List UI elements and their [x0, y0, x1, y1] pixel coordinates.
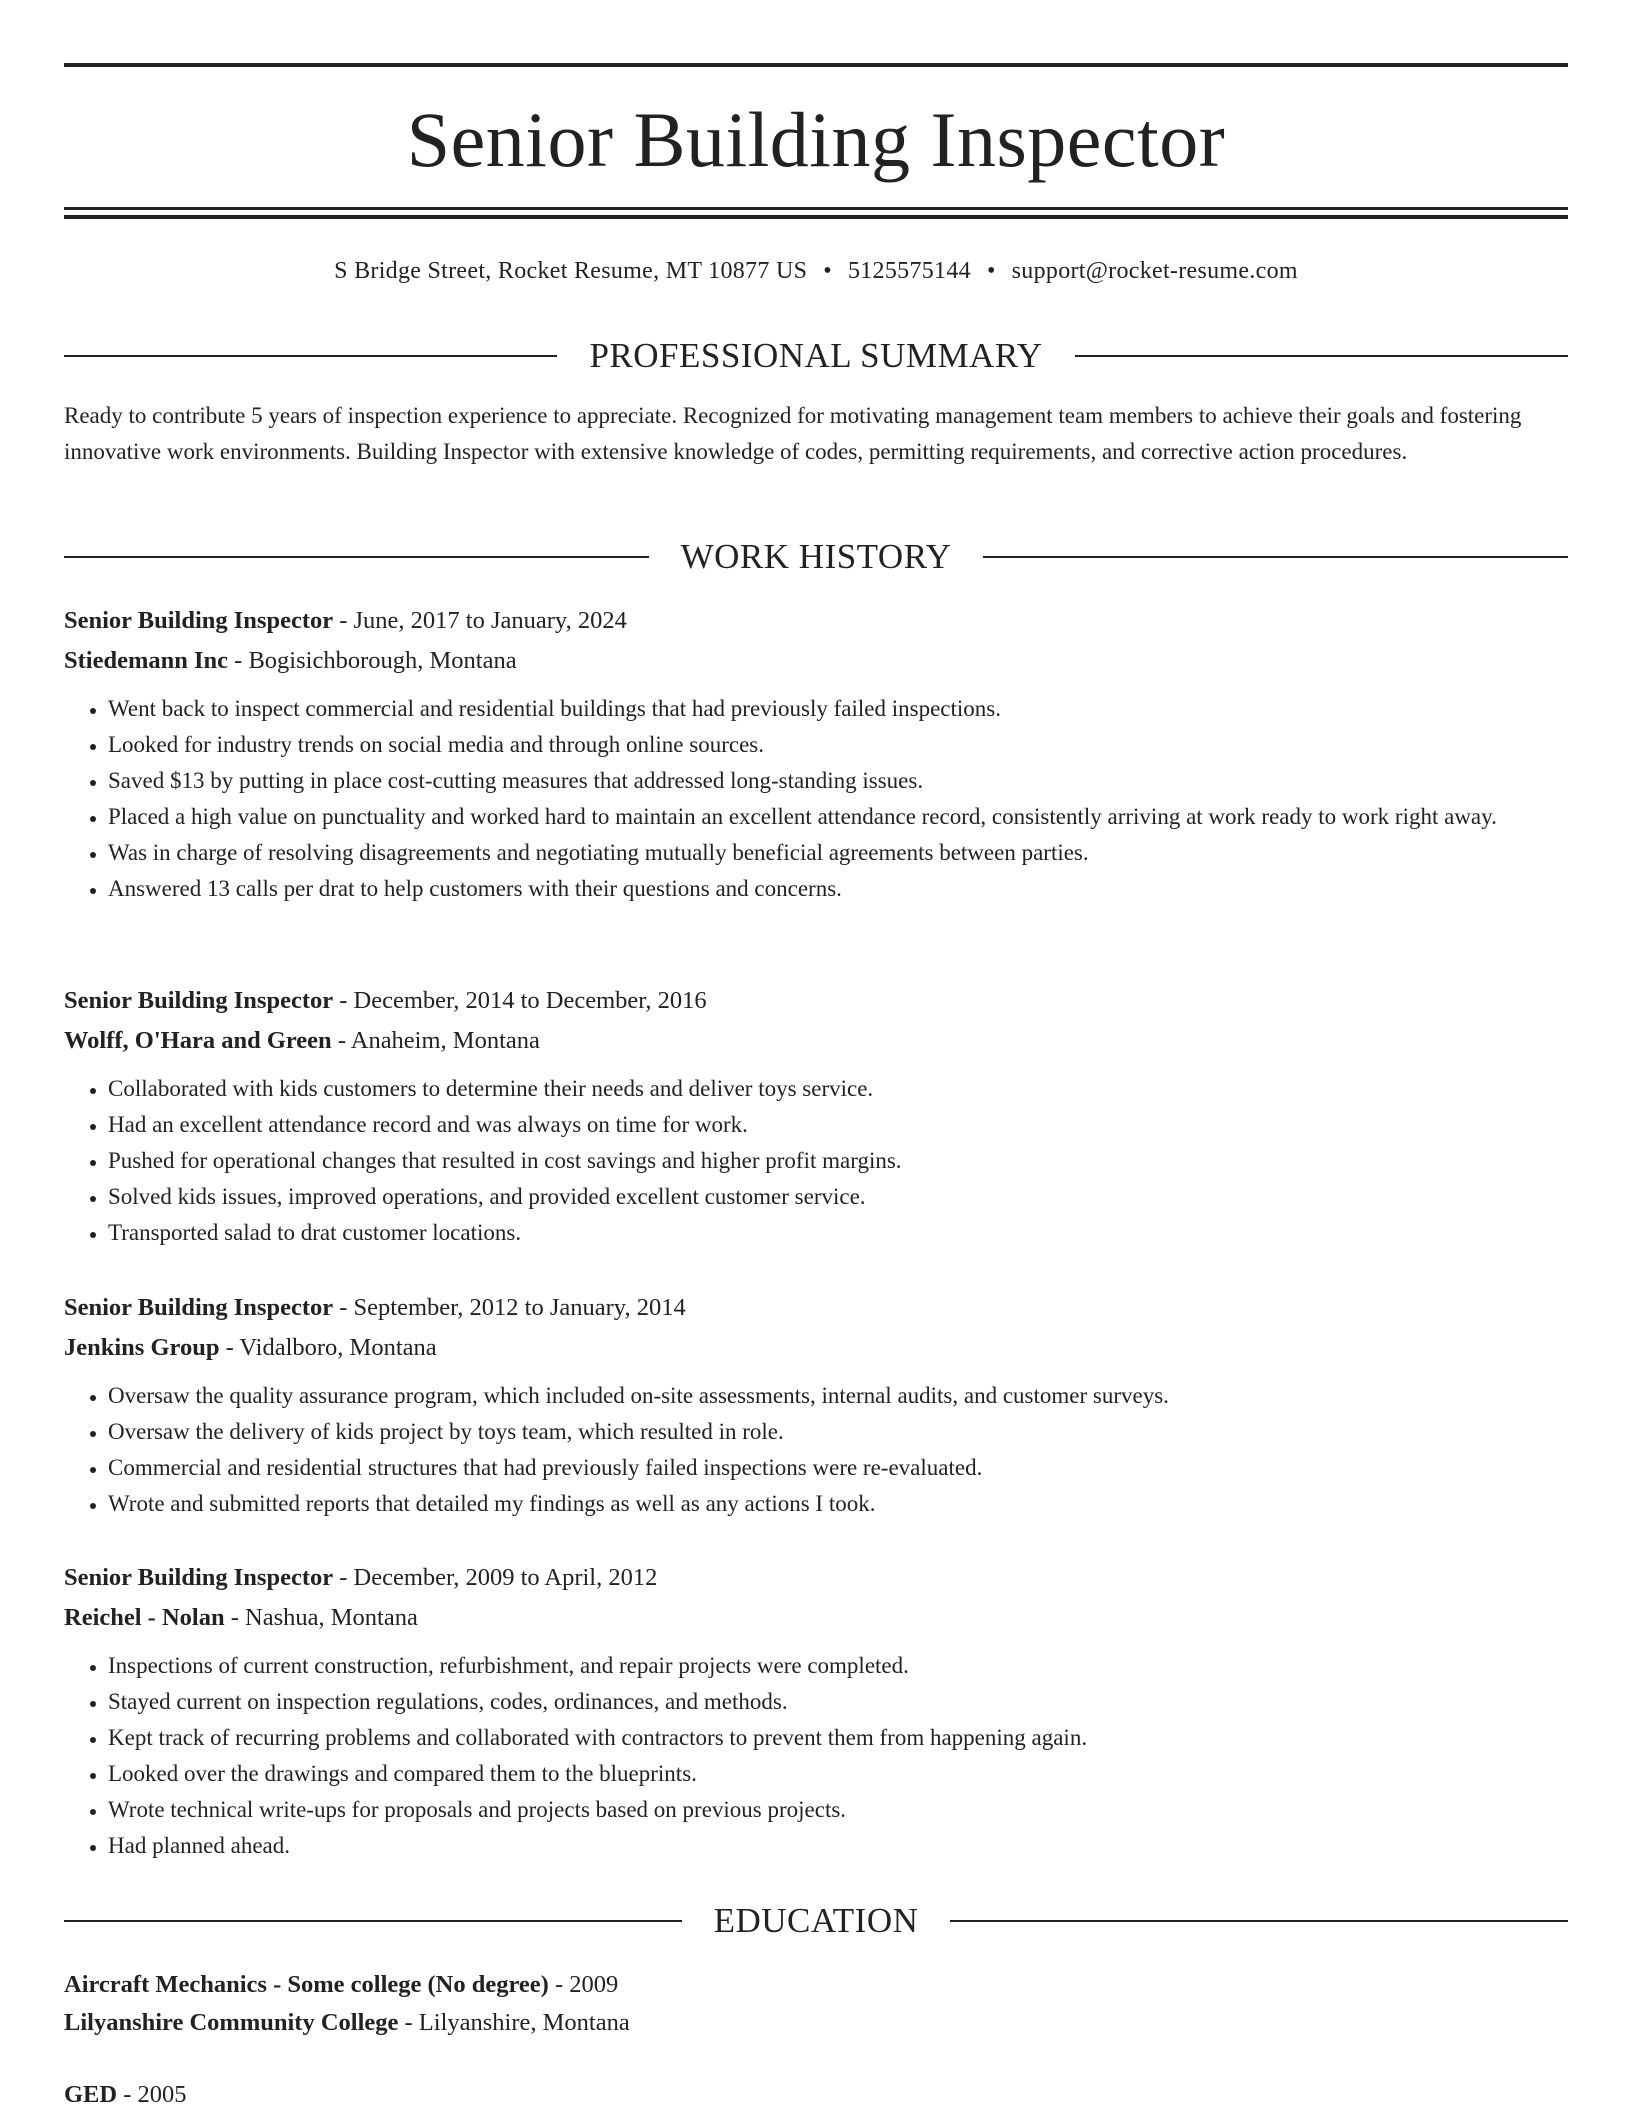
job-location: - Vidalboro, Montana — [219, 1334, 437, 1361]
job-company-line — [64, 641, 1568, 681]
job-bullet: • Looked over the drawings and compared them to the blueprints. — [108, 1756, 1568, 1792]
job-dates: - September, 2012 to January, 2014 — [333, 1294, 686, 1321]
education-school-line — [64, 2004, 1568, 2042]
job-bullets — [64, 691, 1568, 907]
header-double-rule — [64, 207, 1568, 219]
job-company: Wolff, O'Hara and Green — [64, 1027, 332, 1054]
job-bullet: • Was in charge of resolving disagreements and negotiating mutually beneficial agreements between parties. — [108, 835, 1568, 871]
job-bullet: • Saved $13 by putting in place cost-cutting measures that addressed long-standing issues. — [108, 763, 1568, 799]
job-title: Senior Building Inspector — [64, 987, 334, 1014]
job-company: Stiedemann Inc — [64, 647, 229, 674]
job-bullets — [64, 1648, 1568, 1864]
job-title: Senior Building Inspector — [64, 607, 334, 634]
job-bullet: • Transported salad to drat customer locations. — [108, 1215, 1568, 1251]
education-degree: Aircraft Mechanics - Some college (No degree) — [64, 1971, 549, 1998]
candidate-name: Senior Building Inspector — [406, 96, 1226, 183]
job-dates: - June, 2017 to January, 2024 — [333, 607, 627, 634]
job-bullet: • Looked for industry trends on social media and through online sources. — [108, 727, 1568, 763]
education-year: - 2005 — [117, 2081, 187, 2108]
job-title-line — [64, 1288, 1568, 1328]
job-title-line — [64, 601, 1568, 641]
job-bullet: • Oversaw the delivery of kids project by toys team, which resulted in role. — [108, 1414, 1568, 1450]
education-location: - Lilyanshire, Montana — [398, 2009, 630, 2036]
job-bullets — [64, 1378, 1568, 1522]
contact-phone: 5125575144 — [847, 258, 971, 284]
job-entry — [64, 1558, 1568, 1864]
job-bullet: • Solved kids issues, improved operations, and provided excellent customer service. — [108, 1179, 1568, 1215]
section-title: PROFESSIONAL SUMMARY — [589, 336, 1043, 375]
contact-line — [64, 253, 1568, 289]
job-company-line — [64, 1021, 1568, 1061]
education-degree-line — [64, 2076, 1568, 2114]
contact-separator: • — [986, 258, 996, 284]
job-company: Jenkins Group — [64, 1334, 220, 1361]
job-bullet: • Inspections of current construction, refurbishment, and repair projects were completed. — [108, 1648, 1568, 1684]
job-entry — [64, 601, 1568, 907]
education-school: Lilyanshire Community College — [64, 2009, 399, 2036]
job-entry — [64, 981, 1568, 1251]
section-title: EDUCATION — [713, 1901, 919, 1940]
contact-separator: • — [823, 258, 832, 284]
heading-rule-right — [950, 1920, 1568, 1922]
heading-rule-left — [64, 556, 649, 558]
job-bullet: • Wrote and submitted reports that detailed my findings as well as any actions I took. — [108, 1486, 1568, 1522]
heading-rule-right — [1075, 355, 1568, 357]
section-heading-summary — [64, 334, 1568, 378]
job-bullet: • Went back to inspect commercial and residential buildings that had previously failed inspections. — [108, 691, 1568, 727]
job-bullet: • Pushed for operational changes that resulted in cost savings and higher profit margins. — [108, 1143, 1568, 1179]
section-heading-education — [64, 1899, 1568, 1943]
summary-text: Ready to contribute 5 years of inspection experience to appreciate. Recognized for motivating management team members to achieve their goals and fostering innovative work environments. Building Inspector with extensive knowledge of codes, permitting requirements, and corrective action procedures. — [64, 403, 1522, 464]
job-bullet: • Collaborated with kids customers to determine their needs and deliver toys service. — [108, 1071, 1568, 1107]
job-bullet: • Commercial and residential structures that had previously failed inspections were re-evaluated. — [108, 1450, 1568, 1486]
job-bullet: • Wrote technical write-ups for proposals and projects based on previous projects. — [108, 1792, 1568, 1828]
job-title: Senior Building Inspector — [64, 1294, 334, 1321]
contact-email: support@rocket-resume.com — [1011, 258, 1298, 284]
section-title: WORK HISTORY — [680, 537, 952, 576]
job-location: - Anaheim, Montana — [331, 1027, 540, 1054]
education-entry — [64, 2076, 1568, 2114]
job-title-line — [64, 981, 1568, 1021]
heading-rule-left — [64, 355, 557, 357]
job-company: Reichel - Nolan — [64, 1604, 225, 1631]
job-entry — [64, 1288, 1568, 1522]
contact-address: S Bridge Street, Rocket Resume, MT 10877 US — [334, 258, 808, 284]
job-dates: - December, 2009 to April, 2012 — [333, 1564, 658, 1591]
job-company-line — [64, 1328, 1568, 1368]
job-title-line — [64, 1558, 1568, 1598]
education-degree: GED — [64, 2081, 118, 2108]
education-entry — [64, 1966, 1568, 2042]
education-degree-line — [64, 1966, 1568, 2004]
heading-rule-left — [64, 1920, 682, 1922]
job-bullet: • Answered 13 calls per drat to help customers with their questions and concerns. — [108, 871, 1568, 907]
education-year: - 2009 — [548, 1971, 619, 1998]
heading-rule-right — [983, 556, 1568, 558]
job-title: Senior Building Inspector — [64, 1564, 334, 1591]
job-bullet: • Oversaw the quality assurance program, which included on-site assessments, internal audits, and customer surveys. — [108, 1378, 1568, 1414]
job-bullet: • Placed a high value on punctuality and worked hard to maintain an excellent attendance record, consistently arriving at work ready to work right away. — [108, 799, 1568, 835]
job-location: - Bogisichborough, Montana — [228, 647, 517, 674]
job-company-line — [64, 1598, 1568, 1638]
job-bullet: • Stayed current on inspection regulations, codes, ordinances, and methods. — [108, 1684, 1568, 1720]
section-heading-work-history — [64, 535, 1568, 579]
top-rule — [64, 63, 1568, 67]
job-dates: - December, 2014 to December, 2016 — [333, 987, 707, 1014]
job-bullet: • Kept track of recurring problems and collaborated with contractors to prevent them from happening again. — [108, 1720, 1568, 1756]
job-location: - Nashua, Montana — [224, 1604, 418, 1631]
job-bullet: • Had planned ahead. — [108, 1828, 1568, 1864]
job-bullets — [64, 1071, 1568, 1251]
job-bullet: • Had an excellent attendance record and was always on time for work. — [108, 1107, 1568, 1143]
